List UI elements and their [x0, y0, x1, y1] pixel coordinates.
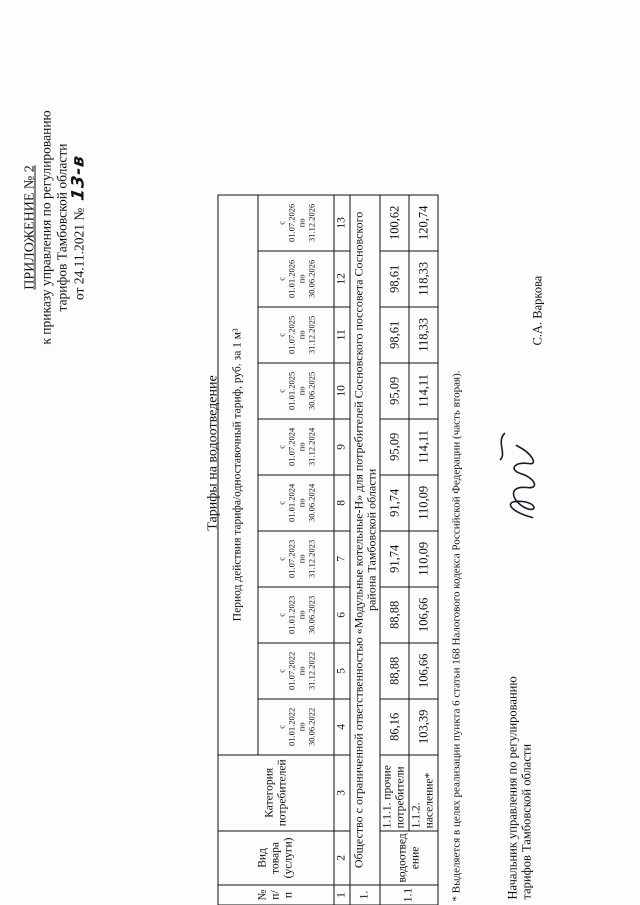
table-row [409, 194, 438, 904]
period-to: по [295, 665, 306, 675]
period-d1: 01.01.2022 [285, 707, 296, 746]
period-from: с [275, 332, 286, 337]
period-d1: 01.01.2026 [285, 259, 296, 298]
order-number: 13-в [68, 152, 88, 202]
column-number: 11 [334, 306, 350, 362]
tariff-value: 114,11 [409, 362, 438, 418]
column-number: 4 [334, 698, 350, 754]
tariff-value: 91,74 [380, 474, 409, 530]
tariff-value: 120,74 [409, 194, 438, 250]
appendix-date: от 24.11.2021 № [71, 207, 86, 300]
period-to: по [295, 273, 306, 283]
tariff-value: 98,61 [380, 250, 409, 306]
period-d1: 01.07.2026 [285, 203, 296, 242]
period-d2: 30.06.2026 [305, 259, 316, 298]
period-to: по [295, 553, 306, 563]
category-cell: 1.1.2. население* [409, 754, 438, 830]
tariff-value: 106,66 [409, 642, 438, 698]
period-to: по [295, 497, 306, 507]
period-d2: 31.12.2025 [305, 315, 316, 354]
header-product: Вид товара (услуги) [218, 830, 334, 884]
period-d1: 01.01.2025 [285, 371, 296, 410]
signatory-name: С.А. Варкова [530, 275, 544, 345]
period-to: по [295, 385, 306, 395]
period-to: по [295, 609, 306, 619]
tariff-value: 88,88 [380, 642, 409, 698]
column-number: 10 [334, 362, 350, 418]
period-d2: 30.06.2023 [305, 595, 316, 634]
column-number-row [334, 194, 350, 904]
column-number: 7 [334, 530, 350, 586]
tariff-value: 106,66 [409, 586, 438, 642]
appendix-line-2: тарифов Тамбовской области [54, 143, 69, 311]
period-to: по [295, 721, 306, 731]
period-d2: 31.12.2023 [305, 539, 316, 578]
period-d1: 01.01.2024 [285, 483, 296, 522]
period-d2: 31.12.2022 [305, 651, 316, 690]
column-number: 2 [334, 830, 350, 884]
appendix-title: ПРИЛОЖЕНИЕ № 2 [22, 164, 37, 290]
tariff-value: 110,09 [409, 530, 438, 586]
column-number: 1 [334, 885, 350, 905]
period-d1: 01.07.2024 [285, 427, 296, 466]
period-d2: 30.06.2025 [305, 371, 316, 410]
period-to: по [295, 329, 306, 339]
product-name: водоотвед ение [380, 830, 438, 884]
column-number: 6 [334, 586, 350, 642]
period-d2: 31.12.2024 [305, 427, 316, 466]
column-number: 13 [334, 194, 350, 250]
period-from: с [275, 276, 286, 281]
tariff-value: 118,33 [409, 306, 438, 362]
period-to: по [295, 217, 306, 227]
period-cell [258, 418, 334, 474]
period-cell [258, 250, 334, 306]
appendix-date-line [70, 62, 87, 392]
period-to: по [295, 441, 306, 451]
period-from: с [275, 668, 286, 673]
period-from: с [275, 724, 286, 729]
period-cell [258, 530, 334, 586]
document-title: Тарифы на водоотведение [205, 374, 220, 531]
tariff-value: 88,88 [380, 586, 409, 642]
period-d2: 31.12.2026 [305, 203, 316, 242]
period-d2: 30.06.2022 [305, 707, 316, 746]
period-cell [258, 698, 334, 754]
org-row-no: 1. [350, 885, 380, 905]
period-d1: 01.07.2023 [285, 539, 296, 578]
category-cell: 1.1.1. прочие потребители [380, 754, 409, 830]
tariff-value: 95,09 [380, 418, 409, 474]
column-number: 8 [334, 474, 350, 530]
header-no: № п/ п [218, 885, 334, 905]
period-from: с [275, 500, 286, 505]
column-number: 12 [334, 250, 350, 306]
column-number: 5 [334, 642, 350, 698]
table-row [380, 194, 409, 904]
tariff-value: 118,33 [409, 250, 438, 306]
period-cell [258, 306, 334, 362]
signatory-title-line-2: тарифов Тамбовской области [519, 743, 533, 899]
period-from: с [275, 556, 286, 561]
header-period: Период действия тарифа/одноставочный тариф, руб. за 1 м³ [218, 194, 258, 754]
appendix-header [22, 62, 87, 392]
period-cell [258, 586, 334, 642]
tariff-value: 100,62 [380, 194, 409, 250]
tariff-value: 110,09 [409, 474, 438, 530]
period-d1: 01.01.2023 [285, 595, 296, 634]
tariff-value: 114,11 [409, 418, 438, 474]
tariff-value: 103,39 [409, 698, 438, 754]
tariff-value: 86,16 [380, 698, 409, 754]
appendix-line-1: к приказу управления по регулированию [38, 109, 53, 345]
header-category: Категория потребителей [218, 754, 334, 830]
signatory-title [505, 659, 533, 899]
period-cell [258, 362, 334, 418]
column-number: 3 [334, 754, 350, 830]
signatory-title-line-1: Начальник управления по регулированию [505, 675, 519, 899]
period-from: с [275, 220, 286, 225]
footnote: * Выделяется в целях реализации пункта 6 статьи 168 Налогового кодекса Российской Федерации (часть вторая). [450, 369, 462, 901]
period-cell [258, 474, 334, 530]
period-d1: 01.07.2025 [285, 315, 296, 354]
column-number: 9 [334, 418, 350, 474]
handwritten-signature [488, 425, 548, 525]
period-from: с [275, 444, 286, 449]
period-d2: 30.06.2024 [305, 483, 316, 522]
tariff-value: 95,09 [380, 362, 409, 418]
period-d1: 01.07.2022 [285, 651, 296, 690]
period-from: с [275, 612, 286, 617]
tariff-table [217, 194, 438, 905]
period-from: с [275, 388, 286, 393]
period-cell [258, 194, 334, 250]
row-no: 1.1 [380, 885, 438, 905]
org-name: Общество с ограниченной ответственностью «Модульные котельные-Н» для потребителей Сосновского поссовета Сосновского района Тамбовской области [350, 194, 380, 884]
tariff-value: 91,74 [380, 530, 409, 586]
tariff-value: 98,61 [380, 306, 409, 362]
period-cell [258, 642, 334, 698]
